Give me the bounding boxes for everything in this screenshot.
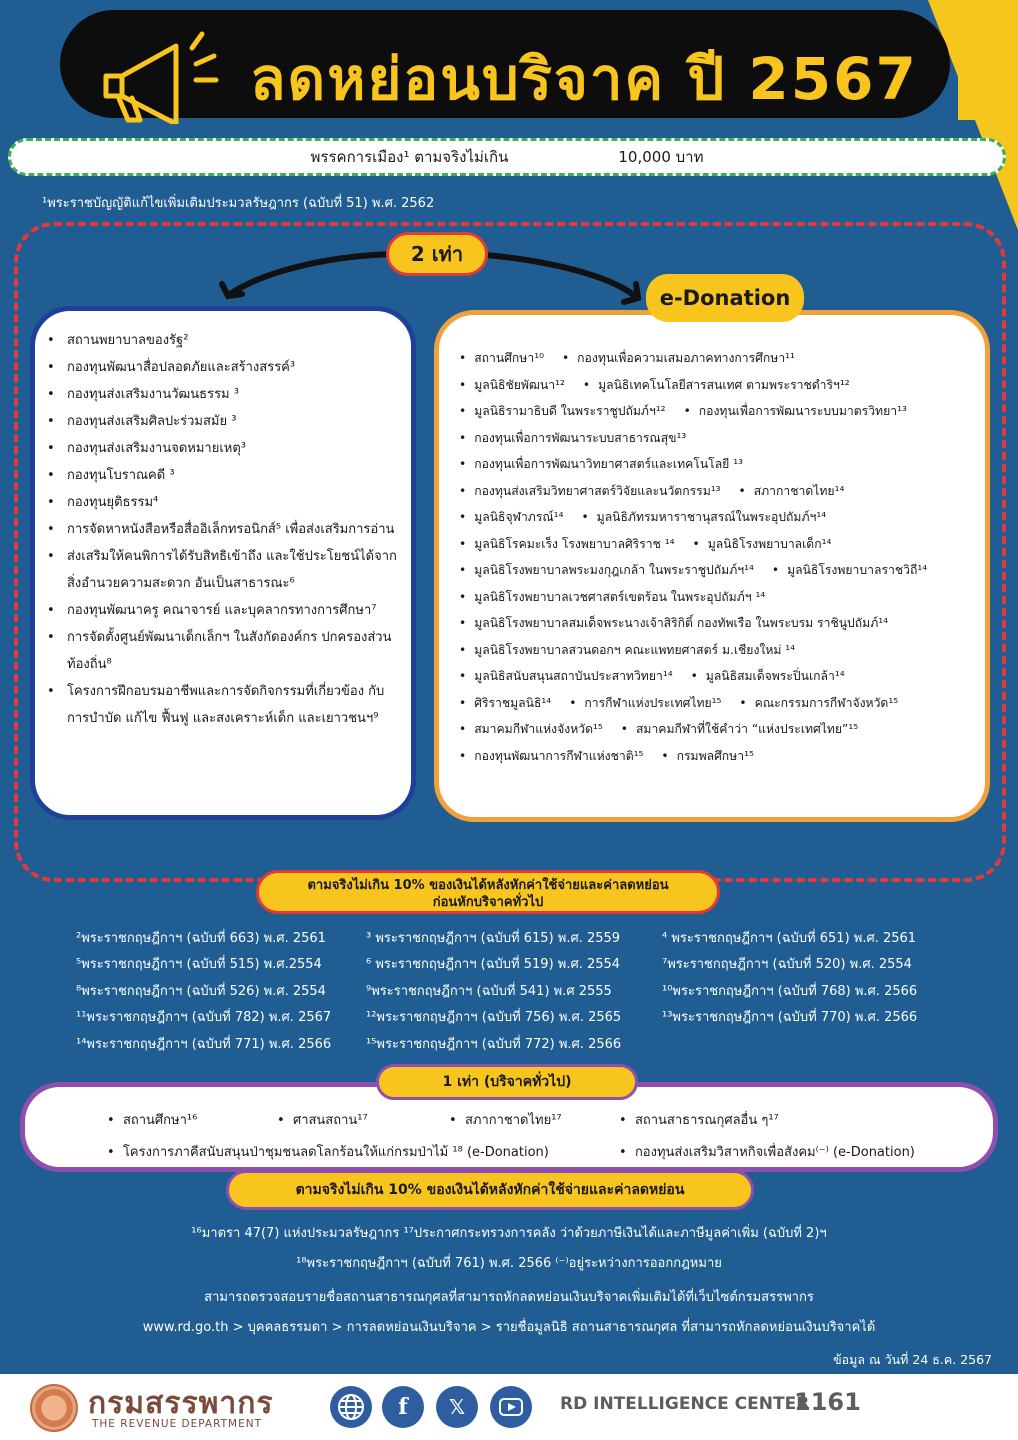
single-label: 1 เท่า (บริจาคทั่วไป)	[376, 1064, 638, 1100]
list-item: • สถานพยาบาลของรัฐ²	[61, 327, 401, 354]
list-item: • มูลนิธิโรงพยาบาลพระมงกุฎเกล้า ในพระราชูปถัมภ์ฯ¹⁴ • มูลนิธิโรงพยาบาลราชวิถี¹⁴	[459, 563, 928, 577]
list-item-label: มูลนิธิโรงพยาบาลเวชศาสตร์เขตร้อน ในพระอุปถัมภ์ฯ ¹⁴	[474, 589, 766, 604]
list-item-label: กองทุนพัฒนาการกีฬาแห่งชาติ¹⁵	[474, 748, 644, 763]
decree-item: ¹⁵พระราชกฤษฎีกาฯ (ฉบับที่ 772) พ.ศ. 2566	[366, 1036, 622, 1052]
list-item-label: คณะกรรมการกีฬาจังหวัด¹⁵	[754, 695, 899, 710]
revenue-seal-logo	[30, 1384, 78, 1432]
note-line-3: สามารถตรวจสอบรายชื่อสถานสาธารณกุศลที่สามารถหักลดหย่อนเงินบริจาคเพิ่มเติมได้ที่เว็บไซต์กรมสรรพากร	[204, 1290, 814, 1305]
list-item-label: มูลนิธิโรงพยาบาลสวนดอกฯ คณะแพทยศาสตร์ ม.เชียงใหม่ ¹⁴	[474, 642, 796, 657]
list-item: • มูลนิธิจุฬาภรณ์¹⁴ • มูลนิธิภัทรมหาราชานุสรณ์ในพระอุปถัมภ์ฯ¹⁴	[459, 510, 827, 524]
decree-item: ¹²พระราชกฤษฎีกาฯ (ฉบับที่ 756) พ.ศ. 2565	[366, 1010, 622, 1026]
decree-item: ²พระราชกฤษฎีกาฯ (ฉบับที่ 663) พ.ศ. 2561	[76, 930, 326, 946]
footer	[0, 1374, 1018, 1440]
double-condition-line2: ก่อนหักบริจาคทั่วไป	[432, 895, 544, 910]
list-item-label: กองทุนส่งเสริมวิทยาศาสตร์วิจัยและนวัตกรรม¹³	[474, 483, 721, 498]
list-item: • โครงการภาคีสนับสนุนป่าชุมชนลดโลกร้อนให้แก่กรมป่าไม้ ¹⁸ (e-Donation)	[107, 1145, 549, 1160]
x-icon[interactable]: 𝕏	[436, 1386, 478, 1428]
list-item-label: มูลนิธิสนับสนุนสถาบันประสาทวิทยา¹⁴	[474, 669, 673, 683]
list-item-label: กองทุนเพื่อการพัฒนาระบบมาตรวิทยา¹³	[698, 404, 907, 418]
brand-english: THE REVENUE DEPARTMENT	[92, 1418, 263, 1430]
decree-item: ¹³พระราชกฤษฎีกาฯ (ฉบับที่ 770) พ.ศ. 2566	[662, 1010, 918, 1026]
list-item: • กองทุนส่งเสริมศิลปะร่วมสมัย ³	[61, 408, 401, 435]
decree-footnotes	[76, 924, 952, 1057]
note-line-4[interactable]: www.rd.go.th > บุคคลธรรมดา > การลดหย่อนเงินบริจาค > รายชื่อมูลนิธิ สถานสาธารณกุศล ที่สามารถหักลดหย่อนเงินบริจาคได้	[142, 1320, 876, 1335]
list-item: • กองทุนพัฒนาสื่อปลอดภัยและสร้างสรรค์³	[61, 354, 401, 381]
page-title: ลดหย่อนบริจาค ปี 2567	[250, 45, 918, 113]
list-item: • กองทุนส่งเสริมวิสาหกิจเพื่อสังคม⁽⁻⁾ (e-Donation)	[619, 1145, 915, 1160]
list-item: • มูลนิธิรามาธิบดี ในพระราชูปถัมภ์ฯ¹² • กองทุนเพื่อการพัฒนาระบบมาตรวิทยา¹³	[459, 404, 907, 418]
youtube-icon[interactable]	[490, 1386, 532, 1428]
list-item: • มูลนิธิโรงพยาบาลสมเด็จพระนางเจ้าสิริกิติ์ กองทัพเรือ ในพระบรม ราชินูปถัมภ์¹⁴	[459, 616, 889, 630]
decree-item: ⁷พระราชกฤษฎีกาฯ (ฉบับที่ 520) พ.ศ. 2554	[662, 957, 912, 973]
list-item: • กองทุนส่งเสริมงานจดหมายเหตุ³	[61, 435, 401, 462]
list-item: • ศาสนสถาน¹⁷	[277, 1113, 368, 1128]
decree-item: ¹⁰พระราชกฤษฎีกาฯ (ฉบับที่ 768) พ.ศ. 2566	[662, 983, 918, 999]
list-item: • กองทุนยุติธรรม⁴	[61, 489, 401, 516]
list-item: • โครงการฝึกอบรมอาชีพและการจัดกิจกรรมที่เกี่ยวข้อง กับการบำบัด แก้ไข ฟื้นฟู และสงเคราะห์เด็ก และเยาวชนฯ⁹	[61, 678, 401, 732]
decree-item: ¹¹พระราชกฤษฎีกาฯ (ฉบับที่ 782) พ.ศ. 2567	[76, 1010, 332, 1026]
list-item: • การจัดตั้งศูนย์พัฒนาเด็กเล็กฯ ในสังกัดองค์กร ปกครองส่วนท้องถิ่น⁸	[61, 624, 401, 678]
list-item: • กองทุนโบราณคดี ³	[61, 462, 401, 489]
double-right-list	[439, 315, 985, 769]
list-item-label: สมาคมกีฬาแห่งจังหวัด¹⁵	[474, 722, 603, 736]
decree-row	[76, 951, 952, 978]
double-left-box	[30, 306, 416, 820]
list-item: • สถานสาธารณกุศลอื่น ๆ¹⁷	[619, 1113, 779, 1128]
single-row-1	[107, 1109, 779, 1130]
list-item-label: มูลนิธิโรงพยาบาลราชวิถี¹⁴	[787, 563, 928, 577]
decree-item: ⁴ พระราชกฤษฎีกาฯ (ฉบับที่ 651) พ.ศ. 2561	[662, 930, 917, 946]
list-item: • ส่งเสริมให้คนพิการได้รับสิทธิเข้าถึง และใช้ประโยชน์ได้จากสิ่งอำนวยความสะดวก อันเป็นสาธารณะ⁶	[61, 543, 401, 597]
megaphone-icon	[88, 24, 238, 124]
decree-item: ⁸พระราชกฤษฎีกาฯ (ฉบับที่ 526) พ.ศ. 2554	[76, 983, 326, 999]
list-item-label: กรมพลศึกษา¹⁵	[676, 748, 754, 763]
list-item: • กองทุนพัฒนาการกีฬาแห่งชาติ¹⁵ • กรมพลศึกษา¹⁵	[459, 748, 754, 763]
list-item-label: มูลนิธิโรคมะเร็ง โรงพยาบาลศิริราช ¹⁴	[474, 536, 675, 551]
list-item-label: มูลนิธิโรงพยาบาลเด็ก¹⁴	[707, 536, 832, 551]
list-item: • มูลนิธิโรคมะเร็ง โรงพยาบาลศิริราช ¹⁴ • มูลนิธิโรงพยาบาลเด็ก¹⁴	[459, 536, 832, 551]
list-item: • กองทุนเพื่อการพัฒนาวิทยาศาสตร์และเทคโนโลยี ¹³	[459, 457, 743, 471]
list-item: • มูลนิธิสนับสนุนสถาบันประสาทวิทยา¹⁴ • มูลนิธิสมเด็จพระปิ่นเกล้า¹⁴	[459, 669, 845, 683]
facebook-icon[interactable]: f	[382, 1386, 424, 1428]
list-item: • ศิริราชมูลนิธิ¹⁴ • การกีฬาแห่งประเทศไทย¹⁵ • คณะกรรมการกีฬาจังหวัด¹⁵	[459, 695, 899, 710]
data-date: ข้อมูล ณ วันที่ 24 ธ.ค. 2567	[833, 1352, 992, 1367]
brand-thai: กรมสรรพากร	[88, 1386, 274, 1421]
decree-row	[76, 1030, 952, 1057]
list-item: • กองทุนส่งเสริมวิทยาศาสตร์วิจัยและนวัตกรรม¹³ • สภากาชาดไทย¹⁴	[459, 483, 845, 498]
decree-item: ⁵พระราชกฤษฎีกาฯ (ฉบับที่ 515) พ.ศ.2554	[76, 957, 322, 973]
list-item: • มูลนิธิโรงพยาบาลเวชศาสตร์เขตร้อน ในพระอุปถัมภ์ฯ ¹⁴	[459, 589, 766, 604]
decree-row	[76, 1004, 952, 1031]
list-item-label: มูลนิธิจุฬาภรณ์¹⁴	[474, 510, 564, 524]
list-item-label: มูลนิธิโรงพยาบาลพระมงกุฎเกล้า ในพระราชูปถัมภ์ฯ¹⁴	[474, 563, 754, 577]
double-condition-pill	[256, 870, 720, 914]
edonation-label: e-Donation	[646, 274, 804, 322]
single-row-2	[107, 1141, 915, 1162]
decree-item: ⁹พระราชกฤษฎีกาฯ (ฉบับที่ 541) พ.ศ 2555	[366, 983, 612, 999]
list-item-label: มูลนิธิภัทรมหาราชานุสรณ์ในพระอุปถัมภ์ฯ¹⁴	[596, 510, 827, 524]
double-left-list	[35, 311, 411, 732]
list-item: • มูลนิธิชัยพัฒนา¹² • มูลนิธิเทคโนโลยีสารสนเทศ ตามพระราชดำริฯ¹²	[459, 377, 850, 392]
list-item-label: ศิริราชมูลนิธิ¹⁴	[474, 695, 552, 710]
list-item: • กองทุนส่งเสริมงานวัฒนธรรม ³	[61, 381, 401, 408]
list-item-label: มูลนิธิรามาธิบดี ในพระราชูปถัมภ์ฯ¹²	[474, 404, 666, 418]
title-banner	[60, 10, 950, 118]
list-item-label: สมาคมกีฬาที่ใช้คำว่า “แห่งประเทศไทย”¹⁵	[635, 722, 859, 736]
single-condition-pill: ตามจริงไม่เกิน 10% ของเงินได้หลังหักค่าใช้จ่ายและค่าลดหย่อน	[226, 1170, 754, 1210]
list-item-label: กองทุนเพื่อการพัฒนาวิทยาศาสตร์และเทคโนโลยี ¹³	[474, 457, 743, 471]
intelligence-center-number[interactable]: 1161	[794, 1388, 861, 1416]
list-item: • สภากาชาดไทย¹⁷	[449, 1113, 562, 1128]
double-condition-line1: ตามจริงไม่เกิน 10% ของเงินได้หลังหักค่าใช้จ่ายและค่าลดหย่อน	[307, 878, 669, 893]
list-item: • มูลนิธิโรงพยาบาลสวนดอกฯ คณะแพทยศาสตร์ ม.เชียงใหม่ ¹⁴	[459, 642, 796, 657]
note-line-2: ¹⁸พระราชกฤษฎีกาฯ (ฉบับที่ 761) พ.ศ. 2566 ⁽⁻⁾อยู่ระหว่างการออกกฎหมาย	[296, 1256, 722, 1271]
list-item-label: สถานศึกษา¹⁰	[474, 351, 544, 365]
list-item-label: การกีฬาแห่งประเทศไทย¹⁵	[584, 695, 722, 710]
list-item: • สถานศึกษา¹⁰ • กองทุนเพื่อความเสมอภาคทางการศึกษา¹¹	[459, 351, 795, 365]
list-item-label: มูลนิธิเทคโนโลยีสารสนเทศ ตามพระราชดำริฯ¹²	[598, 377, 850, 392]
intelligence-center-label: RD INTELLIGENCE CENTER	[560, 1394, 810, 1414]
list-item: • สถานศึกษา¹⁶	[107, 1113, 198, 1128]
political-party-bar	[8, 138, 1006, 176]
double-right-box	[434, 310, 990, 822]
list-item: • กองทุนพัฒนาครู คณาจารย์ และบุคลากรทางการศึกษา⁷	[61, 597, 401, 624]
decree-row	[76, 924, 952, 951]
decree-item: ¹⁴พระราชกฤษฎีกาฯ (ฉบับที่ 771) พ.ศ. 2566	[76, 1036, 332, 1052]
list-item-label: สภากาชาดไทย¹⁴	[753, 483, 845, 498]
party-footnote: ¹พระราชบัญญัติแก้ไขเพิ่มเติมประมวลรัษฎากร (ฉบับที่ 51) พ.ศ. 2562	[42, 196, 435, 211]
decree-row	[76, 977, 952, 1004]
list-item-label: มูลนิธิสมเด็จพระปิ่นเกล้า¹⁴	[705, 669, 845, 683]
party-amount: 10,000 บาท	[618, 148, 704, 166]
decree-item: ⁶ พระราชกฤษฎีกาฯ (ฉบับที่ 519) พ.ศ. 2554	[366, 957, 621, 973]
note-line-1: ¹⁶มาตรา 47(7) แห่งประมวลรัษฎากร ¹⁷ประกาศกระทรวงการคลัง ว่าด้วยภาษีเงินได้และภาษีมูลค่าเพิ่ม (ฉบับที่ 2)ฯ	[191, 1226, 827, 1241]
globe-icon[interactable]	[330, 1386, 372, 1428]
decree-item: ³ พระราชกฤษฎีกาฯ (ฉบับที่ 615) พ.ศ. 2559	[366, 930, 621, 946]
list-item-label: กองทุนเพื่อการพัฒนาระบบสาธารณสุข¹³	[474, 430, 687, 445]
list-item-label: กองทุนเพื่อความเสมอภาคทางการศึกษา¹¹	[577, 351, 795, 365]
party-label: พรรคการเมือง¹ ตามจริงไม่เกิน	[310, 148, 509, 166]
list-item: • กองทุนเพื่อการพัฒนาระบบสาธารณสุข¹³	[459, 430, 687, 445]
list-item-label: มูลนิธิโรงพยาบาลสมเด็จพระนางเจ้าสิริกิติ์ กองทัพเรือ ในพระบรม ราชินูปถัมภ์¹⁴	[474, 616, 889, 630]
list-item: • สมาคมกีฬาแห่งจังหวัด¹⁵ • สมาคมกีฬาที่ใช้คำว่า “แห่งประเทศไทย”¹⁵	[459, 722, 859, 736]
list-item: • การจัดหาหนังสือหรือสื่ออิเล็กทรอนิกส์⁵ เพื่อส่งเสริมการอ่าน	[61, 516, 401, 543]
double-label: 2 เท่า	[386, 232, 488, 276]
list-item-label: มูลนิธิชัยพัฒนา¹²	[474, 377, 565, 392]
